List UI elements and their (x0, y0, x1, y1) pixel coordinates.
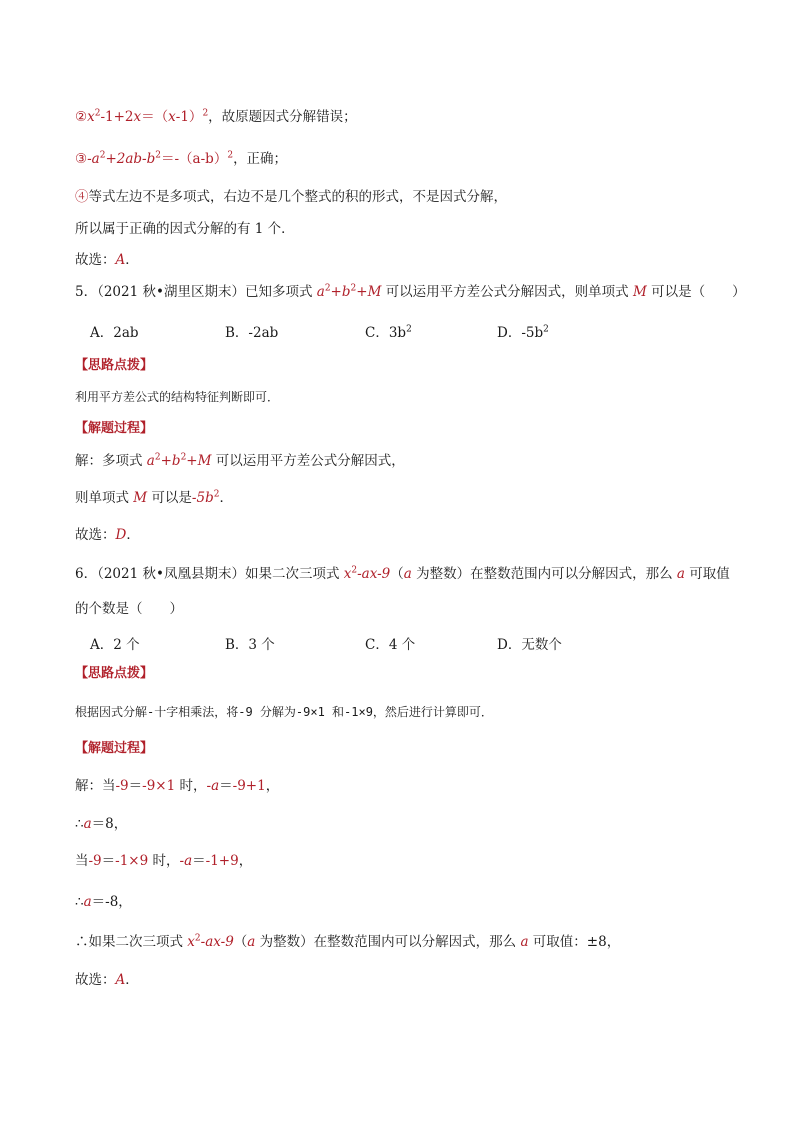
circled-number: ④ (75, 189, 89, 205)
solution-text: （ (233, 934, 248, 950)
punct: ． (219, 490, 233, 506)
math-var: a (83, 816, 92, 832)
q5-answer-line (75, 526, 754, 544)
exponent: 2 (543, 324, 549, 335)
question-text: 5．（2021 秋•湖里区期末）已知多项式 (75, 284, 317, 300)
math-var: M (367, 284, 382, 300)
math-var: x (343, 566, 352, 582)
answer-label: 故选： (75, 527, 116, 543)
math-text: ＝ (192, 853, 206, 869)
answer-label: 故选： (75, 972, 116, 988)
math-var: a (520, 934, 529, 950)
question-text: 可以是（ ） (646, 284, 746, 300)
q6-solution-4 (75, 893, 754, 911)
q5-solution-2 (75, 489, 754, 507)
exponent: 2 (213, 489, 220, 500)
hint-header: 【思路点拨】 (75, 666, 154, 681)
solution-line-3 (75, 150, 754, 168)
exponent: 2 (94, 108, 101, 119)
math-var: a (403, 566, 412, 582)
math-text: -1+9 (205, 853, 239, 869)
exponent: 2 (227, 150, 234, 161)
exponent: 2 (180, 452, 187, 463)
math-text: -9×1 (142, 778, 176, 794)
q6-hint: 根据因式分解-十字相乘法，将-9 分解为-9×1 和-1×9，然后进行计算即可． (75, 705, 493, 719)
hint-header: 【思路点拨】 (75, 358, 154, 373)
circled-number: ② (75, 109, 88, 125)
q5-option-d (497, 321, 549, 341)
exponent: 2 (324, 283, 331, 294)
math-var: M (632, 284, 647, 300)
exponent: 2 (155, 150, 161, 161)
circled-number: ③ (75, 151, 88, 167)
answer-choice: A (115, 252, 126, 268)
q6-solution-5 (75, 933, 754, 951)
solution-header: 【解题过程】 (75, 421, 154, 436)
solution-line-2 (75, 108, 754, 126)
math-var: x (187, 934, 195, 950)
question-5 (75, 283, 754, 301)
q5-solution-1 (75, 452, 754, 470)
answer-label: 故选： (75, 252, 116, 268)
q6-solution-3 (75, 852, 754, 870)
therefore-symbol: ∴ (75, 816, 84, 832)
q6-option-d: D．无数个 (497, 637, 562, 653)
question-text: 为整数）在整数范围内可以分解因式，那么 (411, 566, 677, 582)
q6-option-c: C．4 个 (365, 637, 416, 653)
exponent: 2 (202, 108, 209, 119)
solution-text: ，故原题因式分解错误； (208, 109, 357, 125)
solution-line-4 (75, 188, 754, 206)
punct: ． (125, 972, 139, 988)
math-text: + (356, 284, 368, 300)
math-text: +b (160, 453, 181, 469)
math-var: M (133, 490, 148, 506)
solution-text: 则单项式 (75, 490, 134, 506)
math-var: a (316, 284, 325, 300)
option-text: C．3b (365, 325, 407, 341)
question-text: （ (390, 566, 404, 582)
math-var: x (87, 109, 95, 125)
question-text: 可以运用平方差公式分解因式，则单项式 (381, 284, 633, 300)
q6-option-b: B．3 个 (225, 637, 275, 653)
math-text: -ax-9 (200, 934, 234, 950)
solution-text: 可取值：±8， (528, 934, 621, 950)
q5-hint: 利用平方差公式的结构特征判断即可． (75, 390, 280, 404)
punct: ， (238, 853, 253, 869)
punct: ． (126, 527, 140, 543)
math-text: +2ab-b (105, 151, 156, 167)
math-text: + (330, 284, 342, 300)
q5-option-c (365, 321, 412, 341)
solution-text: 为整数）在整数范围内可以分解因式，那么 (255, 934, 521, 950)
math-text: ＝ (101, 853, 116, 869)
q5-option-a: A．2ab (90, 325, 139, 341)
solution-text: ∴如果二次三项式 (75, 934, 188, 950)
math-var: a (146, 453, 155, 469)
math-var: a (247, 934, 256, 950)
math-text: -9 (115, 778, 129, 794)
option-text: D．-5b (497, 325, 544, 341)
question-text: 6．（2021 秋•凤凰县期末）如果二次三项式 (75, 566, 344, 582)
exponent: 2 (99, 150, 106, 161)
q6-solution-1 (75, 777, 754, 795)
math-text: +M (186, 453, 212, 469)
math-text: -5b (191, 490, 214, 506)
math-var: x (133, 109, 142, 125)
answer-choice: D (115, 527, 127, 543)
solution-header: 【解题过程】 (75, 741, 154, 756)
answer-line (75, 251, 754, 269)
solution-text: ，正确； (233, 151, 288, 167)
math-var: x (168, 109, 176, 125)
exponent: 2 (154, 452, 161, 463)
math-text: -9+1 (232, 778, 266, 794)
punct: ． (125, 252, 139, 268)
exponent: 2 (194, 933, 201, 944)
therefore-symbol: ∴ (75, 894, 84, 910)
math-text: -1×9 (115, 853, 149, 869)
math-var: -a (179, 853, 193, 869)
math-text: ＝ (219, 778, 233, 794)
solution-text: 解：多项式 (75, 453, 147, 469)
math-var: -a (206, 778, 220, 794)
question-6 (75, 565, 754, 583)
q5-option-b: B．-2ab (225, 325, 279, 341)
math-text: ＝（ (141, 109, 169, 125)
math-text: -9 (88, 853, 102, 869)
math-text: ＝-8， (91, 894, 132, 910)
math-text: ＝ (128, 778, 143, 794)
solution-text: 时， (148, 853, 180, 869)
q6-solution-2 (75, 815, 754, 833)
punct: ， (265, 778, 280, 794)
q6-answer-line (75, 971, 754, 989)
math-var: -a (87, 151, 100, 167)
math-text: -ax-9 (357, 566, 391, 582)
math-text: ＝8， (91, 816, 128, 832)
q6-option-a: A．2 个 (90, 637, 140, 653)
math-var: a (83, 894, 92, 910)
math-var: a (676, 566, 685, 582)
exponent: 2 (350, 283, 357, 294)
solution-text: 可以是 (147, 490, 192, 506)
solution-text: 可以运用平方差公式分解因式， (211, 453, 405, 469)
solution-text: 时， (175, 778, 207, 794)
solution-text: 等式左边不是多项式，右边不是几个整式的积的形式，不是因式分解， (88, 189, 507, 205)
math-text: ＝-（a-b） (161, 151, 228, 167)
answer-choice: A (115, 972, 126, 988)
question-text: 可取值 (684, 566, 730, 582)
exponent: 2 (406, 324, 412, 335)
math-text: -1） (175, 109, 203, 125)
math-text: -1+2 (100, 109, 134, 125)
exponent: 2 (351, 565, 358, 576)
solution-text: 当 (75, 853, 89, 869)
math-var: b (341, 284, 351, 300)
question-6-cont: 的个数是（ ） (75, 601, 183, 617)
solution-line-5: 所以属于正确的因式分解的有 1 个． (75, 221, 295, 237)
solution-text: 解：当 (75, 778, 116, 794)
